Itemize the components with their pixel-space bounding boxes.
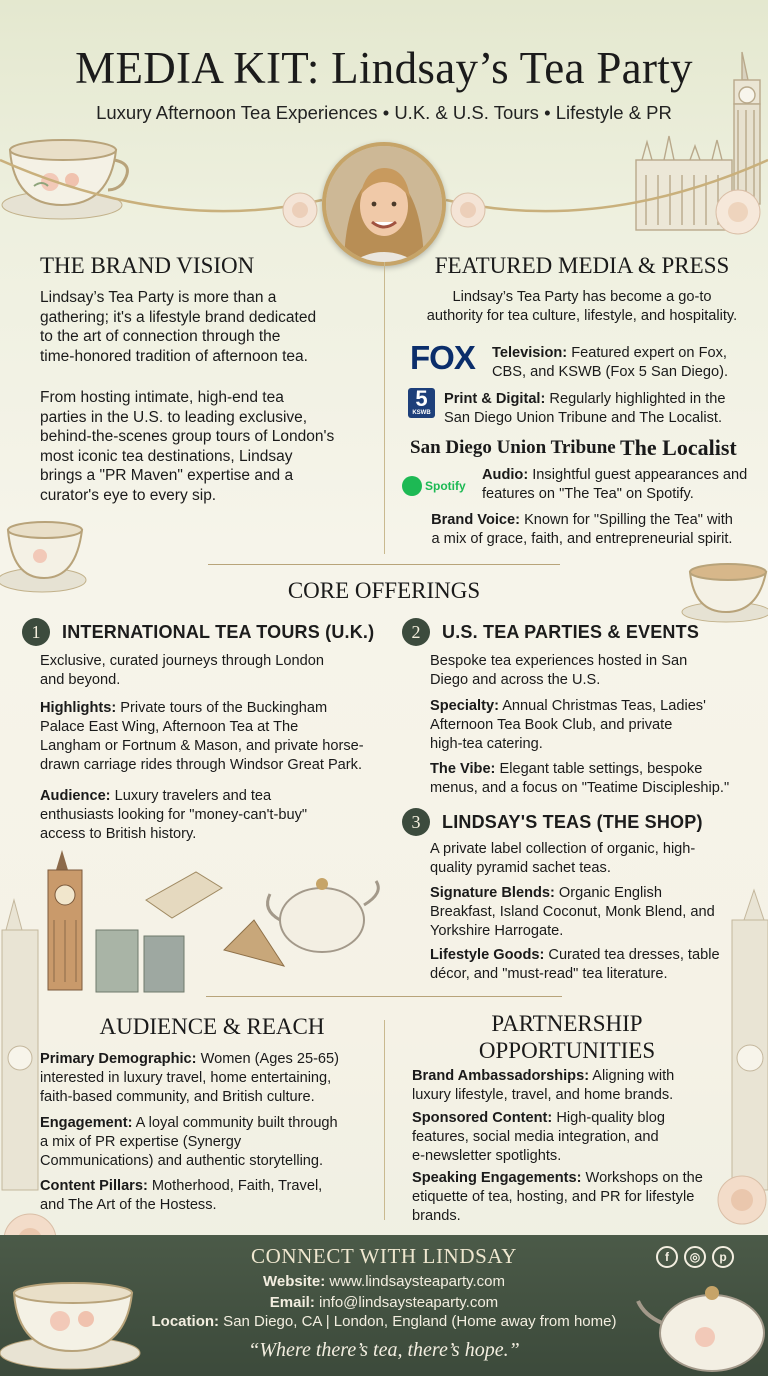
offering-1-title: INTERNATIONAL TEA TOURS (U.K.) [62, 621, 375, 642]
number-badge-2: 2 [402, 618, 430, 646]
section-divider-2 [206, 996, 562, 997]
footer-location: Location: San Diego, CA | London, England (Home away from home) [151, 1313, 617, 1330]
offering-3-blends: Signature Blends: Organic English Breakfast, Island Coconut, Monk Blend, and Yorkshire Harrogate. [430, 885, 715, 939]
offering-2-specialty: Specialty: Annual Christmas Teas, Ladies' Afternoon Tea Book Club, and private high-tea catering. [430, 698, 706, 752]
facebook-icon[interactable]: f [656, 1246, 678, 1268]
audience-demographic: Primary Demographic: Women (Ages 25-65) interested in luxury travel, home entertaining, faith-based community, and British culture. [40, 1051, 340, 1105]
fox5-logo: 5 KSWB [408, 388, 435, 418]
number-badge-3: 3 [402, 808, 430, 836]
email-link[interactable]: info@lindsaysteaparty.com [314, 1294, 499, 1311]
avatar [322, 142, 446, 266]
connect-heading: CONNECT WITH LINDSAY [251, 1244, 517, 1268]
offering-3-lifestyle: Lifestyle Goods: Curated tea dresses, table décor, and "must-read" tea literature. [430, 947, 720, 982]
offering-2-title: U.S. TEA PARTIES & EVENTS [442, 621, 700, 642]
brand-vision-paragraph-2: From hosting intimate, high-end tea parties in the U.S. to leading exclusive, behind-the-scenes group tours of London's most iconic tea destinations, Lindsay brings a "PR Maven" expertise and a curator's eye to every sip. [40, 389, 335, 504]
page-title: MEDIA KIT: Lindsay’s Tea Party [75, 43, 693, 93]
brand-vision-heading: THE BRAND VISION [40, 253, 255, 278]
partnership-heading: PARTNERSHIP OPPORTUNITIES [478, 1011, 656, 1063]
partnership-speaking: Speaking Engagements: Workshops on the etiquette of tea, hosting, and PR for lifestyle brands. [412, 1170, 703, 1224]
footer-email: Email: info@lindsaysteaparty.com [269, 1294, 499, 1311]
brand-voice-item: Brand Voice: Known for "Spilling the Tea" with a mix of grace, faith, and entrepreneurial spirit. [431, 512, 733, 547]
television-item: Television: Featured expert on Fox, CBS, and KSWB (Fox 5 San Diego). [492, 345, 729, 380]
offering-3-description: A private label collection of organic, high- quality pyramid sachet teas. [430, 841, 696, 876]
featured-media-intro: Lindsay’s Tea Party has become a go-to authority for tea culture, lifestyle, and hospitality. [426, 289, 738, 324]
offering-3-title: LINDSAY'S TEAS (THE SHOP) [442, 811, 703, 832]
core-offerings-heading: CORE OFFERINGS [287, 578, 481, 603]
tea-items-illustration [48, 850, 378, 992]
pinterest-icon[interactable]: p [712, 1246, 734, 1268]
website-link[interactable]: www.lindsaysteaparty.com [325, 1273, 506, 1290]
offering-1-audience: Audience: Luxury travelers and tea enthusiasts looking for "money-can't-buy" access to British history. [40, 788, 308, 842]
audio-item: Audio: Insightful guest appearances and features on "The Tea" on Spotify. [482, 467, 748, 502]
brand-vision-paragraph-1: Lindsay’s Tea Party is more than a gathering; it's a lifestyle brand dedicated to the art of connection through the time-honored tradition of afternoon tea. [40, 289, 317, 365]
spotify-icon [402, 476, 422, 496]
audience-heading: AUDIENCE & REACH [99, 1014, 325, 1039]
localist-logo: The Localist [620, 435, 737, 460]
footer-quote: “Where there’s tea, there’s hope.” [248, 1339, 520, 1361]
teacup-top-left-illustration [2, 140, 127, 219]
offering-1-highlights: Highlights: Private tours of the Buckingham Palace East Wing, Afternoon Tea at The Langham or Fortnum & Mason, and private horse- drawn carriage rides through Windsor Great Park. [40, 700, 364, 773]
audience-engagement: Engagement: A loyal community built through a mix of PR expertise (Synergy Communications) and authentic storytelling. [40, 1115, 338, 1169]
social-icons [656, 1246, 734, 1268]
partnership-ambassadorships: Brand Ambassadorships: Aligning with luxury lifestyle, travel, and home brands. [412, 1068, 675, 1103]
partnership-sponsored-content: Sponsored Content: High-quality blog features, social media integration, and e-newsletter spotlights. [412, 1110, 666, 1164]
offering-2-vibe: The Vibe: Elegant table settings, bespoke menus, and a focus on "Teatime Discipleship." [430, 761, 730, 796]
fox-logo: FOX [410, 339, 475, 376]
offering-3-header [402, 808, 703, 836]
number-badge-1: 1 [22, 618, 50, 646]
audience-content-pillars: Content Pillars: Motherhood, Faith, Travel, and The Art of the Hostess. [40, 1178, 323, 1213]
column-divider-bottom [384, 1020, 385, 1220]
footer-website: Website: www.lindsaysteaparty.com [262, 1273, 506, 1290]
sdut-logo: San Diego Union Tribune [410, 437, 616, 458]
portrait-image [326, 146, 442, 262]
offering-1-header [22, 618, 374, 646]
spotify-logo: Spotify [402, 476, 466, 496]
offering-2-description: Bespoke tea experiences hosted in San Diego and across the U.S. [430, 653, 688, 688]
featured-media-heading: FEATURED MEDIA & PRESS [434, 253, 730, 278]
column-divider-top [384, 262, 385, 554]
big-ben-left-illustration [2, 900, 38, 1190]
print-digital-item: Print & Digital: Regularly highlighted in the San Diego Union Tribune and The Localist. [444, 391, 726, 426]
section-divider-1 [208, 564, 560, 565]
instagram-icon[interactable]: ◎ [684, 1246, 706, 1268]
offering-2-header [402, 618, 699, 646]
page-subtitle: Luxury Afternoon Tea Experiences • U.K. & U.S. Tours • Lifestyle & PR [96, 102, 672, 123]
offering-1-description: Exclusive, curated journeys through London and beyond. [40, 653, 324, 688]
